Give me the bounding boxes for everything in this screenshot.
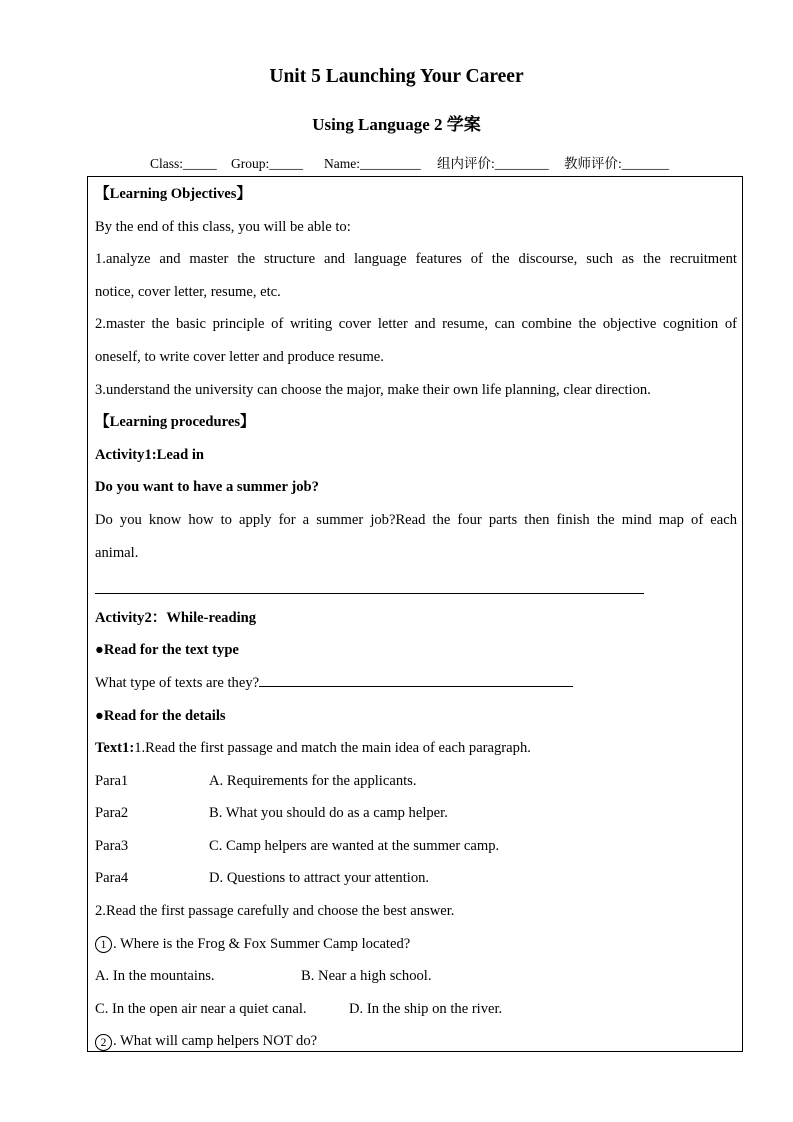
option-c: C. In the open air near a quiet canal. xyxy=(95,1000,307,1017)
name-field: Name:_________ xyxy=(324,156,421,171)
matching-row xyxy=(95,862,737,895)
objective-1-line2: notice, cover letter, resume, etc. xyxy=(95,283,281,300)
text1-task-row xyxy=(95,732,737,765)
matching-row xyxy=(95,830,737,863)
question-1-stem: . Where is the Frog & Fox Summer Camp located? xyxy=(113,935,411,952)
page-subtitle: Using Language 2 学案 xyxy=(312,115,481,134)
text-type-question-row xyxy=(95,667,737,700)
matching-row xyxy=(95,797,737,830)
worksheet-content xyxy=(95,178,737,1058)
option-a: A. In the mountains. xyxy=(95,968,215,985)
para-label: Para2 xyxy=(95,805,129,822)
objective-2-line1: 2.master the basic principle of writing cover letter and resume, can combine the objective cognition of xyxy=(95,316,737,333)
task2-instruction: 2.Read the first passage carefully and choose the best answer. xyxy=(95,903,455,920)
activity1-instruction-line2: animal. xyxy=(95,544,139,561)
details-heading: ●Read for the details xyxy=(95,707,226,724)
objective-3: 3.understand the university can choose the major, make their own life planning, clear direction. xyxy=(95,381,651,398)
class-field: Class:_____ xyxy=(150,156,217,171)
activity1-title: Activity1:Lead in xyxy=(95,446,205,463)
objectives-heading: 【Learning Objectives】 xyxy=(95,186,252,202)
option-d: D. In the ship on the river. xyxy=(349,1000,503,1017)
text-type-heading: ●Read for the text type xyxy=(95,642,239,659)
question-1-options-ab xyxy=(95,960,737,993)
objective-1-line1: 1.analyze and master the structure and language features of the discourse, such as the recruitment xyxy=(95,251,737,268)
match-option: A. Requirements for the applicants. xyxy=(209,772,417,789)
procedures-heading: 【Learning procedures】 xyxy=(95,414,255,431)
question-1-options-cd xyxy=(95,993,737,1026)
group-eval-field: 组内评价:________ xyxy=(437,156,549,171)
objective-2-line2: oneself, to write cover letter and produce resume. xyxy=(95,348,384,365)
student-info-line xyxy=(150,152,669,172)
question-2-row xyxy=(95,1025,737,1058)
group-field: Group:_____ xyxy=(231,156,303,171)
question-number-2: 2 xyxy=(95,1034,112,1051)
question-number-1: 1 xyxy=(95,936,112,953)
answer-blank-row xyxy=(95,569,737,602)
text1-task: 1.Read the first passage and match the main idea of each paragraph. xyxy=(134,740,531,757)
match-option: B. What you should do as a camp helper. xyxy=(209,805,448,822)
text1-label: Text1: xyxy=(95,740,135,757)
para-label: Para1 xyxy=(95,772,129,789)
activity1-question: Do you want to have a summer job? xyxy=(95,479,319,496)
text-type-answer-blank[interactable] xyxy=(259,670,573,687)
match-option: C. Camp helpers are wanted at the summer camp. xyxy=(209,837,500,854)
teacher-eval-field: 教师评价:_______ xyxy=(564,156,670,171)
activity1-instruction-line1: Do you know how to apply for a summer job?Read the four parts then finish the mind map of each xyxy=(95,511,737,528)
activity2-title: Activity2：While-reading xyxy=(95,609,257,626)
page-title: Unit 5 Launching Your Career xyxy=(269,66,524,87)
question-1-row xyxy=(95,928,737,961)
text-type-question: What type of texts are they? xyxy=(95,674,260,691)
question-2-stem: . What will camp helpers NOT do? xyxy=(113,1033,318,1050)
matching-row xyxy=(95,765,737,798)
objectives-intro: By the end of this class, you will be able to: xyxy=(95,218,351,235)
para-label: Para3 xyxy=(95,837,129,854)
para-label: Para4 xyxy=(95,870,129,887)
answer-blank-line[interactable] xyxy=(95,593,644,594)
match-option: D. Questions to attract your attention. xyxy=(209,870,430,887)
option-b: B. Near a high school. xyxy=(301,968,432,985)
